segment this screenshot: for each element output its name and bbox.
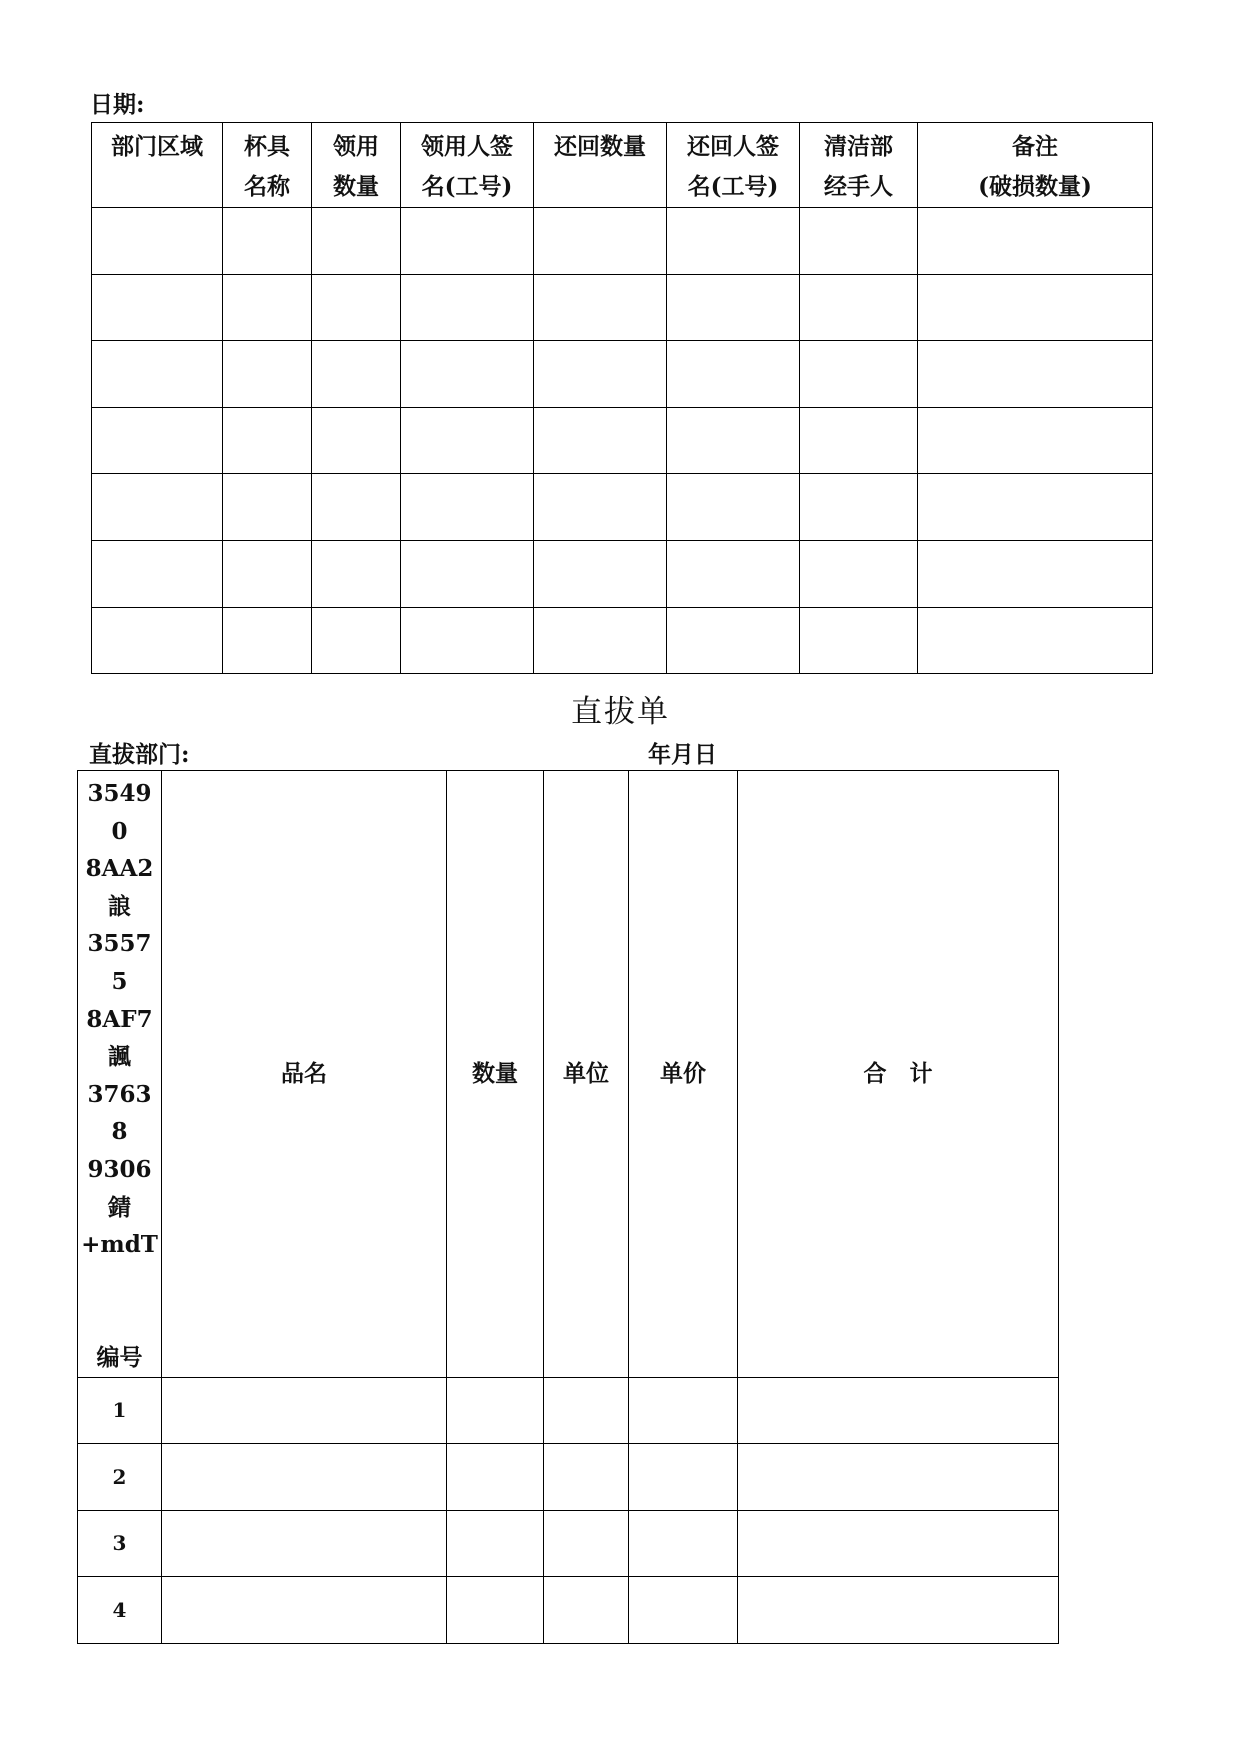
usage-table-cell[interactable] [312, 540, 401, 607]
usage-table-cell[interactable] [401, 474, 534, 541]
usage-table-row [92, 208, 1153, 275]
transfer-table-cell[interactable] [447, 1377, 544, 1444]
transfer-table-cell[interactable] [738, 1577, 1059, 1644]
usage-table-cell[interactable] [667, 607, 800, 674]
usage-table-cell[interactable] [800, 274, 918, 341]
usage-table-cell[interactable] [312, 208, 401, 275]
usage-table-cell[interactable] [401, 540, 534, 607]
serial-header-line [78, 1264, 161, 1302]
serial-header-line: 諷 [108, 1043, 131, 1071]
usage-table-cell[interactable] [667, 540, 800, 607]
usage-table-header [92, 123, 1153, 208]
col-dept-area: 部门区域 [92, 123, 223, 208]
transfer-dept-label: 直拔部门: [89, 741, 190, 768]
transfer-table-cell[interactable] [162, 1444, 447, 1511]
col-total: 合 计 [738, 771, 1059, 1378]
col-unit-price: 单价 [629, 771, 738, 1378]
usage-table-cell[interactable] [223, 540, 312, 607]
usage-table-cell[interactable] [534, 341, 667, 408]
usage-table-row [92, 607, 1153, 674]
transfer-table-cell[interactable] [162, 1577, 447, 1644]
serial-header-line: 编号 [96, 1343, 143, 1371]
usage-table-cell[interactable] [534, 274, 667, 341]
usage-table-cell[interactable] [667, 208, 800, 275]
transfer-table-cell[interactable] [544, 1444, 629, 1511]
usage-table-cell[interactable] [534, 474, 667, 541]
transfer-table-cell[interactable] [162, 1377, 447, 1444]
usage-table-cell[interactable] [918, 407, 1153, 474]
date-label: 日期: [90, 91, 145, 118]
usage-table-cell[interactable] [918, 474, 1153, 541]
transfer-table-cell[interactable] [629, 1510, 738, 1577]
col-quantity: 数量 [447, 771, 544, 1378]
serial-header-line: 3557 [87, 930, 152, 958]
transfer-table-cell[interactable] [738, 1510, 1059, 1577]
usage-table-cell[interactable] [92, 341, 223, 408]
row-number: 1 [78, 1377, 162, 1444]
col-issued-qty: 领用 数量 [312, 123, 401, 208]
transfer-table-row [78, 1444, 1059, 1511]
usage-table-cell[interactable] [667, 407, 800, 474]
serial-header-line: +mdT [81, 1231, 158, 1259]
transfer-table-cell[interactable] [544, 1377, 629, 1444]
row-number: 3 [78, 1510, 162, 1577]
col-item-name: 品名 [162, 771, 447, 1378]
usage-table-row [92, 474, 1153, 541]
usage-table-cell[interactable] [667, 341, 800, 408]
transfer-table-row [78, 1377, 1059, 1444]
transfer-table-cell[interactable] [629, 1577, 738, 1644]
usage-table-cell[interactable] [918, 208, 1153, 275]
usage-table-cell[interactable] [401, 274, 534, 341]
usage-table-cell[interactable] [92, 474, 223, 541]
usage-table-cell[interactable] [918, 341, 1153, 408]
transfer-date-label: 年月日 [648, 741, 717, 768]
usage-table-cell[interactable] [800, 607, 918, 674]
col-cup-name: 杯具 名称 [223, 123, 312, 208]
usage-table-cell[interactable] [667, 274, 800, 341]
serial-header-line: 8AA2 [85, 855, 154, 883]
serial-header-line: 9306 [87, 1155, 152, 1183]
usage-table-cell[interactable] [92, 407, 223, 474]
col-returned-qty: 还回数量 [534, 123, 667, 208]
usage-table-cell[interactable] [534, 540, 667, 607]
usage-table-cell[interactable] [92, 208, 223, 275]
transfer-table-cell[interactable] [629, 1444, 738, 1511]
usage-table-cell[interactable] [800, 540, 918, 607]
serial-header-line: 8 [111, 1118, 128, 1146]
usage-table-cell[interactable] [800, 474, 918, 541]
serial-header-line [78, 1301, 161, 1339]
usage-table-cell[interactable] [223, 341, 312, 408]
col-cleaning-handler: 清洁部 经手人 [800, 123, 918, 208]
usage-table-cell[interactable] [918, 274, 1153, 341]
usage-table-cell[interactable] [223, 474, 312, 541]
col-unit: 单位 [544, 771, 629, 1378]
usage-table [91, 122, 1153, 674]
usage-table-row [92, 407, 1153, 474]
usage-table-cell[interactable] [800, 208, 918, 275]
serial-header-line: 3549 [87, 780, 152, 807]
usage-table-cell[interactable] [534, 407, 667, 474]
transfer-table-cell[interactable] [447, 1577, 544, 1644]
transfer-table-row [78, 1577, 1059, 1644]
usage-table-cell[interactable] [401, 407, 534, 474]
serial-header-line: 8AF7 [86, 1005, 153, 1033]
row-number: 2 [78, 1444, 162, 1511]
transfer-table-cell[interactable] [544, 1577, 629, 1644]
transfer-table [77, 770, 1059, 1644]
usage-table-cell[interactable] [223, 274, 312, 341]
usage-table-cell[interactable] [312, 274, 401, 341]
transfer-table-cell[interactable] [447, 1444, 544, 1511]
transfer-table-row [78, 1510, 1059, 1577]
serial-header-line: 5 [111, 967, 128, 995]
transfer-title: 直拔单 [571, 694, 670, 730]
usage-table-cell[interactable] [223, 607, 312, 674]
usage-table-cell[interactable] [92, 540, 223, 607]
usage-table-cell[interactable] [312, 407, 401, 474]
transfer-table-cell[interactable] [447, 1510, 544, 1577]
usage-table-cell[interactable] [223, 208, 312, 275]
transfer-table-cell[interactable] [544, 1510, 629, 1577]
transfer-table-cell[interactable] [162, 1510, 447, 1577]
row-number: 4 [78, 1577, 162, 1644]
usage-table-cell[interactable] [401, 341, 534, 408]
usage-table-row [92, 341, 1153, 408]
transfer-table-header [78, 771, 1059, 1378]
usage-table-row [92, 540, 1153, 607]
usage-table-cell[interactable] [800, 407, 918, 474]
usage-table-cell[interactable] [223, 407, 312, 474]
serial-header-line: 3763 [87, 1080, 152, 1108]
transfer-table-cell[interactable] [738, 1377, 1059, 1444]
transfer-table-cell[interactable] [629, 1377, 738, 1444]
usage-table-cell[interactable] [312, 341, 401, 408]
usage-table-cell[interactable] [92, 607, 223, 674]
serial-header-line: 0 [111, 817, 128, 845]
usage-table-cell[interactable] [800, 341, 918, 408]
col-remarks: 备注 (破损数量) [918, 123, 1153, 208]
usage-table-cell[interactable] [92, 274, 223, 341]
serial-header-line: 錆 [108, 1193, 131, 1221]
usage-table-cell[interactable] [918, 540, 1153, 607]
usage-table-cell[interactable] [918, 607, 1153, 674]
usage-table-cell[interactable] [534, 208, 667, 275]
usage-table-cell[interactable] [312, 474, 401, 541]
col-returner-sign: 还回人签 名(工号) [667, 123, 800, 208]
usage-table-cell[interactable] [401, 208, 534, 275]
serial-header-line: 誏 [108, 892, 131, 920]
usage-table-cell[interactable] [312, 607, 401, 674]
usage-table-cell[interactable] [401, 607, 534, 674]
transfer-table-cell[interactable] [738, 1444, 1059, 1511]
usage-table-cell[interactable] [667, 474, 800, 541]
col-issuer-sign: 领用人签 名(工号) [401, 123, 534, 208]
col-serial-no [78, 771, 162, 1378]
usage-table-row [92, 274, 1153, 341]
usage-table-cell[interactable] [534, 607, 667, 674]
